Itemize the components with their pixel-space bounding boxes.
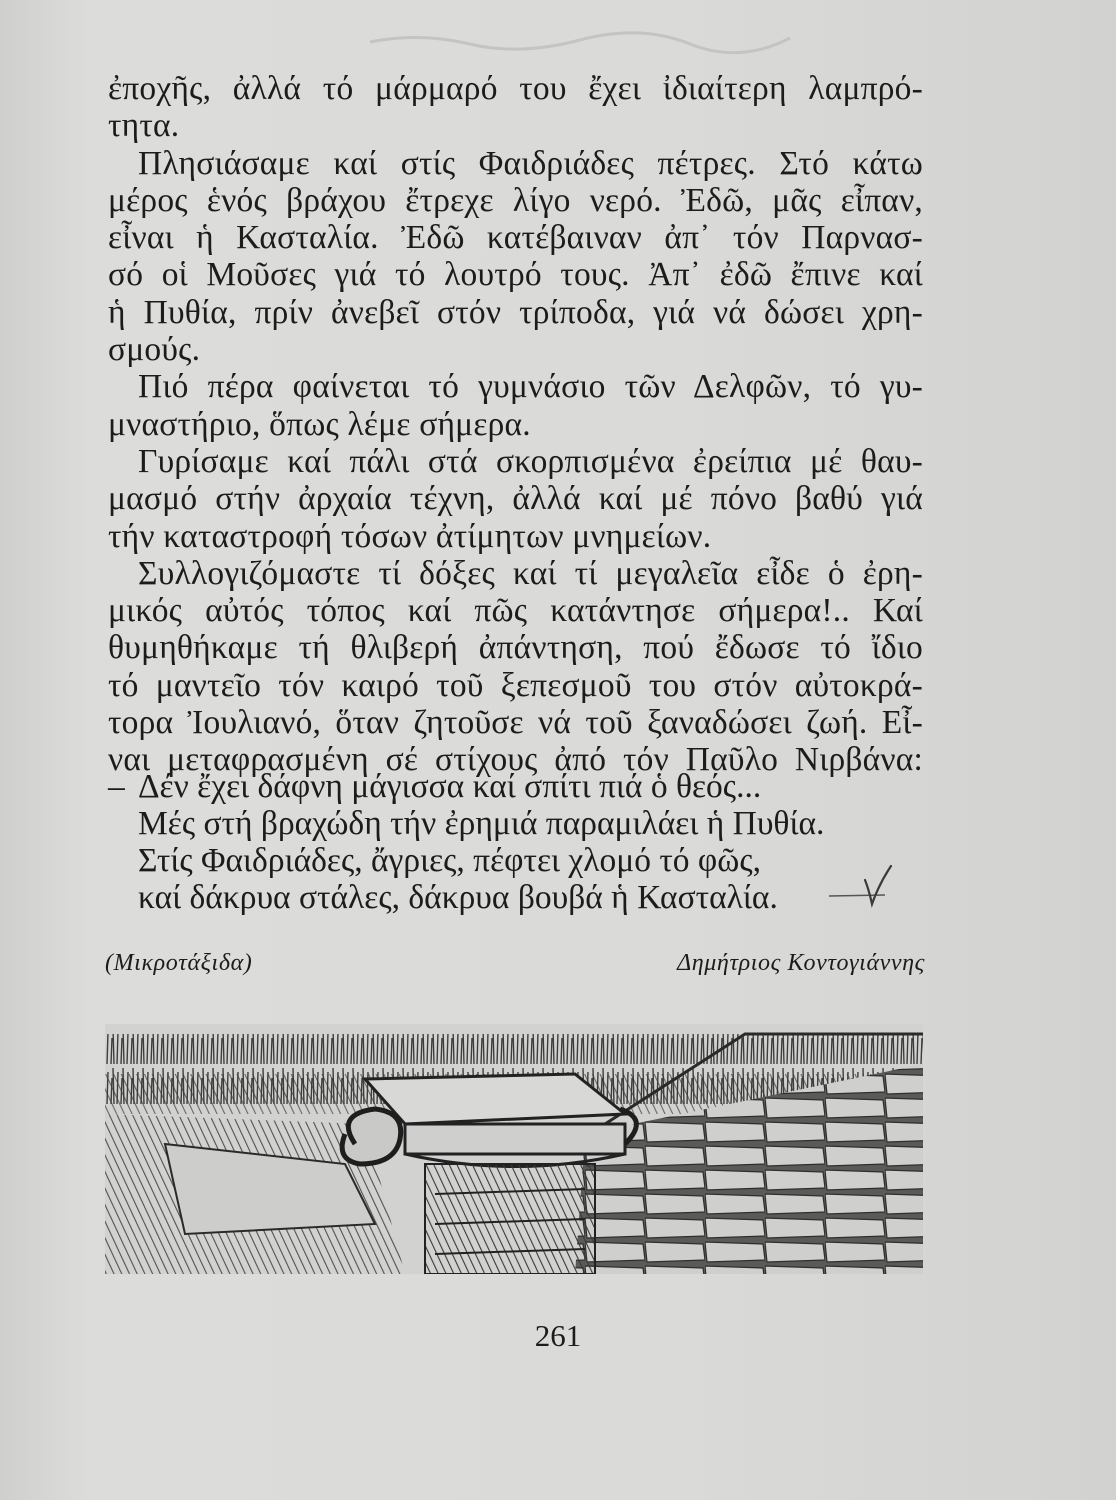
text-line: σμούς. — [108, 331, 201, 369]
page-number: 261 — [534, 1318, 582, 1353]
text-line: τό μαντεῖο τόν καιρό τοῦ ξεπεσμοῦ του στόν αὐτοκρά- — [108, 666, 923, 704]
text-line: Συλλογιζόμαστε τί δόξες καί τί μεγαλεῖα εἶδε ὁ ἐρη- — [138, 554, 923, 592]
text-line: εἶναι ἡ Κασταλία. Ἐδῶ κατέβαιναν ἀπ᾽ τόν Παρνασ- — [108, 219, 923, 257]
text-line: τήν καταστροφή τόσων ἀτίμητων μνημείων. — [108, 517, 712, 555]
poem-dash: – — [108, 768, 125, 805]
text-line: σό οἱ Μοῦσες γιά τό λουτρό τους. Ἀπ᾽ ἐδῶ ἔπινε καί — [108, 256, 923, 294]
text-line: Πλησιάσαμε καί στίς Φαιδριάδες πέτρες. Στό κάτω — [138, 144, 923, 182]
text-line: ἐποχῆς, ἀλλά τό μάρμαρό του ἔχει ἰδιαίτερη λαμπρό- — [108, 70, 923, 107]
text-line: ναι μεταφρασμένη σέ στίχους ἀπό τόν Παῦλο Νιρβάνα: — [108, 741, 923, 779]
poem-line: Στίς Φαιδριάδες, ἄγριες, πέφτει χλομό τό φῶς, — [138, 842, 761, 879]
text-line: μικός αὐτός τόπος καί πῶς κατάντησε σήμερα!.. Καί — [108, 592, 923, 630]
attribution — [105, 950, 925, 984]
source-title: (Μικροτάξιδα) — [105, 950, 253, 976]
ruins-illustration — [105, 1024, 923, 1274]
text-line: ἡ Πυθία, πρίν ἀνεβεῖ στόν τρίποδα, γιά νά δώσει χρη- — [108, 293, 923, 331]
text-line: Γυρίσαμε καί πάλι στά σκορπισμένα ἐρείπια μέ θαυ- — [138, 442, 923, 480]
poem-line-text: Δέν ἔχει δάφνη μάγισσα καί σπίτι πιά ὁ θεός... — [138, 768, 762, 805]
poem — [108, 768, 928, 916]
author-name: Δημήτριος Κοντογιάννης — [677, 950, 925, 976]
text-line: Πιό πέρα φαίνεται τό γυμνάσιο τῶν Δελφῶν, τό γυ- — [138, 368, 923, 406]
handwritten-check-icon — [825, 862, 905, 912]
text-line: μασμό στήν ἀρχαία τέχνη, ἀλλά καί μέ πόνο βαθύ γιά — [108, 480, 923, 518]
bleed-through-marks — [360, 14, 800, 54]
poem-line: καί δάκρυα στάλες, δάκρυα βουβά ἡ Κασταλία. — [138, 879, 778, 916]
poem-line — [108, 768, 928, 805]
poem-line: Μές στή βραχώδη τήν ἐρημιά παραμιλάει ἡ Πυθία. — [138, 805, 825, 842]
text-line: τητα. — [108, 107, 180, 145]
text-line: θυμηθήκαμε τή θλιβερή ἀπάντηση, πού ἔδωσε τό ἴδιο — [108, 629, 923, 667]
text-line: μέρος ἑνός βράχου ἔτρεχε λίγο νερό. Ἐδῶ, μᾶς εἶπαν, — [108, 181, 923, 219]
text-line: μναστήριο, ὅπως λέμε σήμερα. — [108, 405, 531, 443]
body-text — [108, 70, 923, 779]
text-line: τορα Ἰουλιανό, ὅταν ζητοῦσε νά τοῦ ξαναδώσει ζωή. Εἶ- — [108, 704, 923, 742]
